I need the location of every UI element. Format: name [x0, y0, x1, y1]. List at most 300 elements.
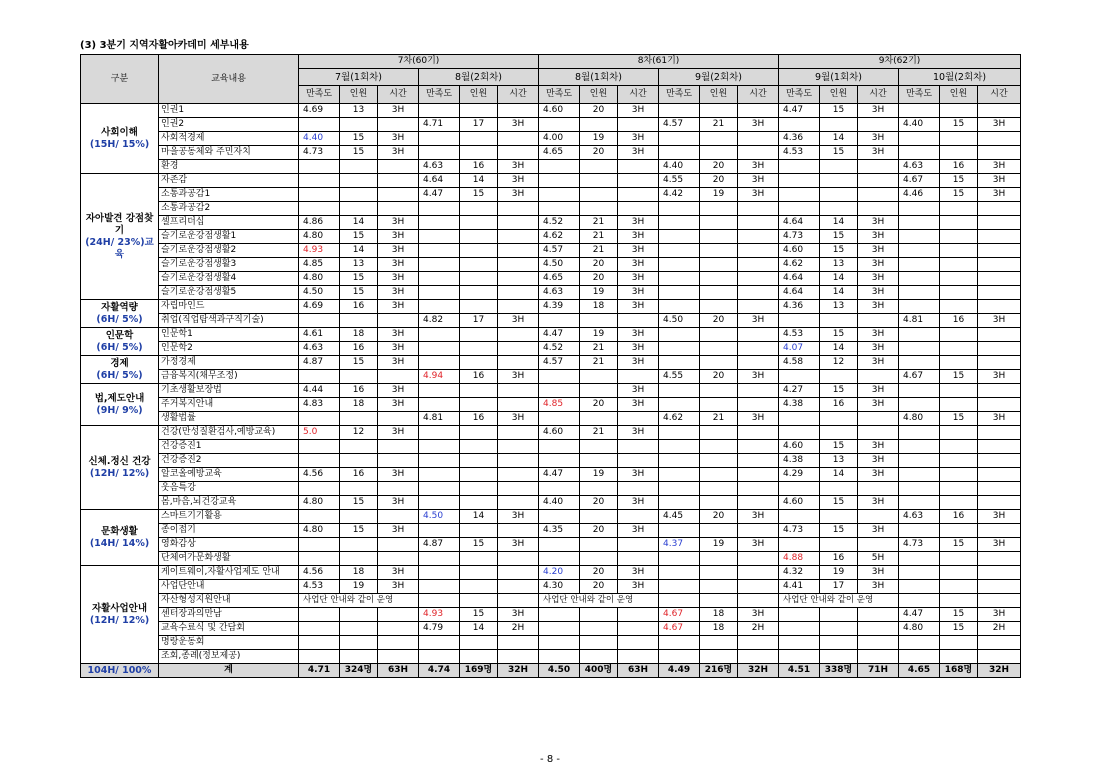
empty-cell [700, 132, 738, 146]
header-metric: 시간 [498, 86, 539, 104]
headcount-value: 15 [340, 132, 378, 146]
empty-cell [340, 440, 378, 454]
headcount-value: 15 [340, 524, 378, 538]
empty-cell [498, 594, 539, 608]
empty-cell [419, 384, 460, 398]
empty-cell [618, 538, 659, 552]
empty-cell [940, 342, 978, 356]
category-cell [81, 328, 159, 356]
satisfaction-value: 4.73 [899, 538, 940, 552]
headcount-value: 21 [580, 244, 618, 258]
table-row [81, 328, 1021, 342]
hours-value: 3H [978, 510, 1021, 524]
course-name: 슬기로운강점생활2 [159, 244, 299, 258]
empty-cell [340, 314, 378, 328]
headcount-value: 21 [580, 356, 618, 370]
empty-cell [700, 552, 738, 566]
empty-cell [899, 454, 940, 468]
hours-total: 32H [738, 664, 779, 678]
category-percent: (14H/ 14%) [89, 537, 150, 549]
header-metric: 만족도 [659, 86, 700, 104]
header-metric: 만족도 [539, 86, 580, 104]
empty-cell [378, 650, 419, 664]
empty-cell [899, 636, 940, 650]
empty-cell [618, 370, 659, 384]
hours-value: 3H [618, 328, 659, 342]
category-percent: (12H/ 12%) [89, 467, 150, 479]
satisfaction-value: 4.73 [779, 230, 820, 244]
hours-value: 3H [618, 496, 659, 510]
empty-cell [700, 104, 738, 118]
category-name: 자활역량 [101, 301, 138, 313]
header-cohort-9: 9차(62기) [779, 55, 1021, 69]
empty-cell [978, 636, 1021, 650]
total-row [81, 664, 1021, 678]
empty-cell [659, 132, 700, 146]
satisfaction-value: 4.56 [299, 566, 340, 580]
empty-cell [618, 454, 659, 468]
empty-cell [899, 552, 940, 566]
empty-cell [618, 314, 659, 328]
headcount-value: 13 [340, 258, 378, 272]
hours-value: 3H [378, 328, 419, 342]
empty-cell [539, 174, 580, 188]
category-name: 경제 [110, 357, 129, 369]
hours-value: 3H [618, 524, 659, 538]
merged-note: 사업단 안내와 같이 운영 [539, 594, 659, 608]
empty-cell [940, 286, 978, 300]
empty-cell [899, 594, 940, 608]
empty-cell [978, 398, 1021, 412]
empty-cell [738, 230, 779, 244]
hours-value: 3H [498, 412, 539, 426]
empty-cell [738, 580, 779, 594]
empty-cell [858, 202, 899, 216]
satisfaction-total: 4.49 [659, 664, 700, 678]
hours-total: 71H [858, 664, 899, 678]
headcount-value: 14 [460, 510, 498, 524]
course-name: 사회적경제 [159, 132, 299, 146]
empty-cell [899, 216, 940, 230]
empty-cell [978, 426, 1021, 440]
empty-cell [858, 636, 899, 650]
empty-cell [618, 412, 659, 426]
empty-cell [858, 160, 899, 174]
course-name: 건강증진2 [159, 454, 299, 468]
course-name: 건강증진1 [159, 440, 299, 454]
empty-cell [419, 244, 460, 258]
headcount-value: 21 [580, 426, 618, 440]
empty-cell [539, 650, 580, 664]
empty-cell [940, 636, 978, 650]
empty-cell [899, 566, 940, 580]
hours-value: 3H [858, 580, 899, 594]
empty-cell [580, 552, 618, 566]
empty-cell [460, 132, 498, 146]
empty-cell [659, 440, 700, 454]
hours-value: 3H [858, 216, 899, 230]
empty-cell [738, 272, 779, 286]
satisfaction-value: 4.65 [539, 272, 580, 286]
empty-cell [700, 342, 738, 356]
empty-cell [779, 174, 820, 188]
headcount-value: 12 [340, 426, 378, 440]
merged-note: 사업단 안내와 같이 운영 [299, 594, 419, 608]
hours-value: 3H [858, 524, 899, 538]
satisfaction-value: 4.53 [779, 328, 820, 342]
empty-cell [899, 286, 940, 300]
empty-cell [498, 384, 539, 398]
empty-cell [659, 552, 700, 566]
header-metric: 만족도 [299, 86, 340, 104]
headcount-value: 13 [820, 300, 858, 314]
course-name: 조회,종례(정보제공) [159, 650, 299, 664]
empty-cell [580, 608, 618, 622]
empty-cell [539, 454, 580, 468]
headcount-value: 15 [940, 370, 978, 384]
empty-cell [580, 202, 618, 216]
course-name: 셀프리더십 [159, 216, 299, 230]
empty-cell [899, 272, 940, 286]
empty-cell [700, 426, 738, 440]
empty-cell [539, 510, 580, 524]
course-name: 마을공동체와 주민자치 [159, 146, 299, 160]
headcount-value: 14 [460, 622, 498, 636]
headcount-value: 18 [700, 622, 738, 636]
hours-value: 3H [378, 272, 419, 286]
empty-cell [378, 636, 419, 650]
empty-cell [378, 440, 419, 454]
headcount-value: 21 [700, 118, 738, 132]
empty-cell [580, 454, 618, 468]
headcount-value: 20 [700, 174, 738, 188]
empty-cell [738, 342, 779, 356]
empty-cell [940, 566, 978, 580]
header-cohort-7: 7차(60기) [299, 55, 539, 69]
empty-cell [618, 202, 659, 216]
headcount-value: 13 [820, 258, 858, 272]
satisfaction-value: 4.62 [659, 412, 700, 426]
empty-cell [779, 636, 820, 650]
empty-cell [539, 608, 580, 622]
empty-cell [498, 496, 539, 510]
satisfaction-value: 4.63 [299, 342, 340, 356]
hours-value: 3H [858, 384, 899, 398]
empty-cell [419, 216, 460, 230]
category-name: 인문학 [105, 329, 134, 341]
satisfaction-value: 4.50 [419, 510, 460, 524]
satisfaction-value: 4.27 [779, 384, 820, 398]
satisfaction-value: 4.50 [299, 286, 340, 300]
hours-value: 3H [738, 538, 779, 552]
empty-cell [940, 594, 978, 608]
satisfaction-value: 4.88 [779, 552, 820, 566]
headcount-value: 12 [820, 356, 858, 370]
headcount-value: 19 [580, 286, 618, 300]
empty-cell [539, 636, 580, 650]
empty-cell [419, 594, 460, 608]
satisfaction-value: 4.41 [779, 580, 820, 594]
satisfaction-value: 4.57 [539, 244, 580, 258]
course-name: 영화감상 [159, 538, 299, 552]
satisfaction-value: 4.38 [779, 398, 820, 412]
table-row [81, 300, 1021, 314]
empty-cell [460, 342, 498, 356]
empty-cell [779, 160, 820, 174]
empty-cell [940, 384, 978, 398]
empty-cell [738, 300, 779, 314]
merged-note: 사업단 안내와 같이 운영 [779, 594, 899, 608]
headcount-value: 14 [340, 244, 378, 258]
table-row [81, 216, 1021, 230]
empty-cell [700, 440, 738, 454]
table-row [81, 538, 1021, 552]
empty-cell [700, 398, 738, 412]
hours-value: 3H [858, 468, 899, 482]
empty-cell [820, 426, 858, 440]
empty-cell [940, 398, 978, 412]
empty-cell [940, 230, 978, 244]
headcount-value: 20 [580, 496, 618, 510]
satisfaction-value: 4.65 [539, 146, 580, 160]
empty-cell [738, 594, 779, 608]
course-name: 소통과공감1 [159, 188, 299, 202]
category-percent: (6H/ 5%) [96, 341, 143, 353]
empty-cell [378, 188, 419, 202]
headcount-value: 15 [340, 230, 378, 244]
category-percent: (24H/ 23%)교육 [85, 236, 154, 260]
hours-value: 3H [858, 286, 899, 300]
empty-cell [618, 482, 659, 496]
empty-cell [700, 272, 738, 286]
empty-cell [340, 202, 378, 216]
empty-cell [738, 104, 779, 118]
satisfaction-value: 4.07 [779, 342, 820, 356]
empty-cell [498, 468, 539, 482]
empty-cell [700, 356, 738, 370]
empty-cell [738, 468, 779, 482]
headcount-value: 14 [820, 132, 858, 146]
satisfaction-value: 4.40 [899, 118, 940, 132]
empty-cell [940, 426, 978, 440]
empty-cell [498, 216, 539, 230]
hours-value: 5H [858, 552, 899, 566]
headcount-value: 15 [340, 272, 378, 286]
empty-cell [779, 650, 820, 664]
empty-cell [299, 370, 340, 384]
headcount-value: 15 [340, 496, 378, 510]
table-row [81, 440, 1021, 454]
header-session: 9월(1회차) [779, 69, 899, 86]
satisfaction-value: 4.50 [539, 258, 580, 272]
empty-cell [580, 538, 618, 552]
empty-cell [659, 300, 700, 314]
empty-cell [539, 202, 580, 216]
empty-cell [738, 566, 779, 580]
empty-cell [378, 160, 419, 174]
hours-value: 3H [378, 286, 419, 300]
headcount-value: 20 [580, 524, 618, 538]
hours-value: 3H [618, 356, 659, 370]
empty-cell [460, 300, 498, 314]
header-metric: 시간 [858, 86, 899, 104]
empty-cell [978, 104, 1021, 118]
headcount-total: 324명 [340, 664, 378, 678]
headcount-value: 18 [580, 300, 618, 314]
empty-cell [378, 314, 419, 328]
empty-cell [539, 160, 580, 174]
hours-value: 3H [498, 188, 539, 202]
empty-cell [738, 286, 779, 300]
hours-value: 3H [858, 258, 899, 272]
headcount-value: 16 [340, 384, 378, 398]
satisfaction-value: 4.38 [779, 454, 820, 468]
course-name: 명랑운동회 [159, 636, 299, 650]
empty-cell [700, 300, 738, 314]
header-metric: 만족도 [779, 86, 820, 104]
course-name: 기초생활보장법 [159, 384, 299, 398]
empty-cell [738, 216, 779, 230]
table-row [81, 146, 1021, 160]
empty-cell [299, 160, 340, 174]
satisfaction-value: 4.63 [419, 160, 460, 174]
empty-cell [978, 566, 1021, 580]
headcount-value: 14 [820, 468, 858, 482]
course-name: 센터장과의만남 [159, 608, 299, 622]
satisfaction-value: 4.94 [419, 370, 460, 384]
headcount-value: 15 [940, 538, 978, 552]
satisfaction-value: 4.80 [299, 524, 340, 538]
course-name: 생활법률 [159, 412, 299, 426]
empty-cell [978, 524, 1021, 538]
empty-cell [940, 440, 978, 454]
hours-total: 32H [498, 664, 539, 678]
headcount-value: 21 [580, 342, 618, 356]
course-name: 교육수료식 및 간담회 [159, 622, 299, 636]
empty-cell [779, 202, 820, 216]
hours-value: 2H [978, 622, 1021, 636]
satisfaction-value: 4.47 [779, 104, 820, 118]
headcount-value: 19 [340, 580, 378, 594]
empty-cell [419, 356, 460, 370]
hours-value: 3H [498, 538, 539, 552]
empty-cell [738, 244, 779, 258]
empty-cell [978, 552, 1021, 566]
header-metric: 인원 [340, 86, 378, 104]
empty-cell [419, 230, 460, 244]
empty-cell [498, 146, 539, 160]
satisfaction-value: 4.63 [539, 286, 580, 300]
empty-cell [899, 146, 940, 160]
page-number: - 8 - [540, 754, 560, 765]
hours-value: 3H [618, 426, 659, 440]
empty-cell [498, 398, 539, 412]
satisfaction-value: 4.80 [299, 496, 340, 510]
table-row [81, 580, 1021, 594]
header-metric: 인원 [580, 86, 618, 104]
satisfaction-value: 4.67 [899, 174, 940, 188]
empty-cell [659, 146, 700, 160]
academy-detail-table [80, 54, 1021, 678]
empty-cell [779, 370, 820, 384]
empty-cell [738, 384, 779, 398]
category-name: 문화생활 [101, 525, 138, 537]
table-row [81, 622, 1021, 636]
empty-cell [659, 524, 700, 538]
satisfaction-value: 4.52 [539, 216, 580, 230]
hours-value: 2H [498, 622, 539, 636]
empty-cell [779, 510, 820, 524]
satisfaction-value: 4.64 [419, 174, 460, 188]
empty-cell [498, 104, 539, 118]
table-row [81, 398, 1021, 412]
header-metric: 인원 [820, 86, 858, 104]
hours-value: 3H [858, 300, 899, 314]
empty-cell [618, 118, 659, 132]
empty-cell [419, 566, 460, 580]
table-row [81, 230, 1021, 244]
empty-cell [738, 496, 779, 510]
satisfaction-value: 4.82 [419, 314, 460, 328]
empty-cell [498, 202, 539, 216]
empty-cell [978, 216, 1021, 230]
empty-cell [899, 244, 940, 258]
hours-value: 3H [498, 160, 539, 174]
satisfaction-total: 4.74 [419, 664, 460, 678]
headcount-value: 15 [940, 118, 978, 132]
table-row [81, 454, 1021, 468]
category-cell [81, 356, 159, 384]
empty-cell [340, 370, 378, 384]
headcount-value: 20 [700, 314, 738, 328]
empty-cell [340, 174, 378, 188]
empty-cell [378, 510, 419, 524]
empty-cell [498, 258, 539, 272]
empty-cell [618, 160, 659, 174]
category-cell [81, 510, 159, 566]
empty-cell [858, 174, 899, 188]
satisfaction-value: 4.64 [779, 286, 820, 300]
empty-cell [378, 538, 419, 552]
headcount-value: 14 [820, 342, 858, 356]
empty-cell [460, 496, 498, 510]
course-name: 건강(만성질환검사,예방교육) [159, 426, 299, 440]
empty-cell [340, 482, 378, 496]
course-name: 인권2 [159, 118, 299, 132]
empty-cell [419, 580, 460, 594]
table-row [81, 314, 1021, 328]
category-percent: (15H/ 15%) [89, 138, 150, 150]
headcount-value: 16 [940, 314, 978, 328]
category-name: 자활사업안내 [91, 602, 148, 614]
table-row [81, 272, 1021, 286]
headcount-value: 18 [340, 328, 378, 342]
empty-cell [940, 650, 978, 664]
empty-cell [378, 174, 419, 188]
empty-cell [539, 118, 580, 132]
empty-cell [498, 552, 539, 566]
headcount-value: 15 [460, 608, 498, 622]
hours-value: 3H [978, 538, 1021, 552]
hours-value: 3H [858, 496, 899, 510]
course-name: 인문학2 [159, 342, 299, 356]
headcount-value: 21 [580, 216, 618, 230]
satisfaction-value: 4.36 [779, 300, 820, 314]
empty-cell [820, 650, 858, 664]
satisfaction-value: 4.87 [419, 538, 460, 552]
headcount-value: 16 [460, 160, 498, 174]
empty-cell [460, 258, 498, 272]
